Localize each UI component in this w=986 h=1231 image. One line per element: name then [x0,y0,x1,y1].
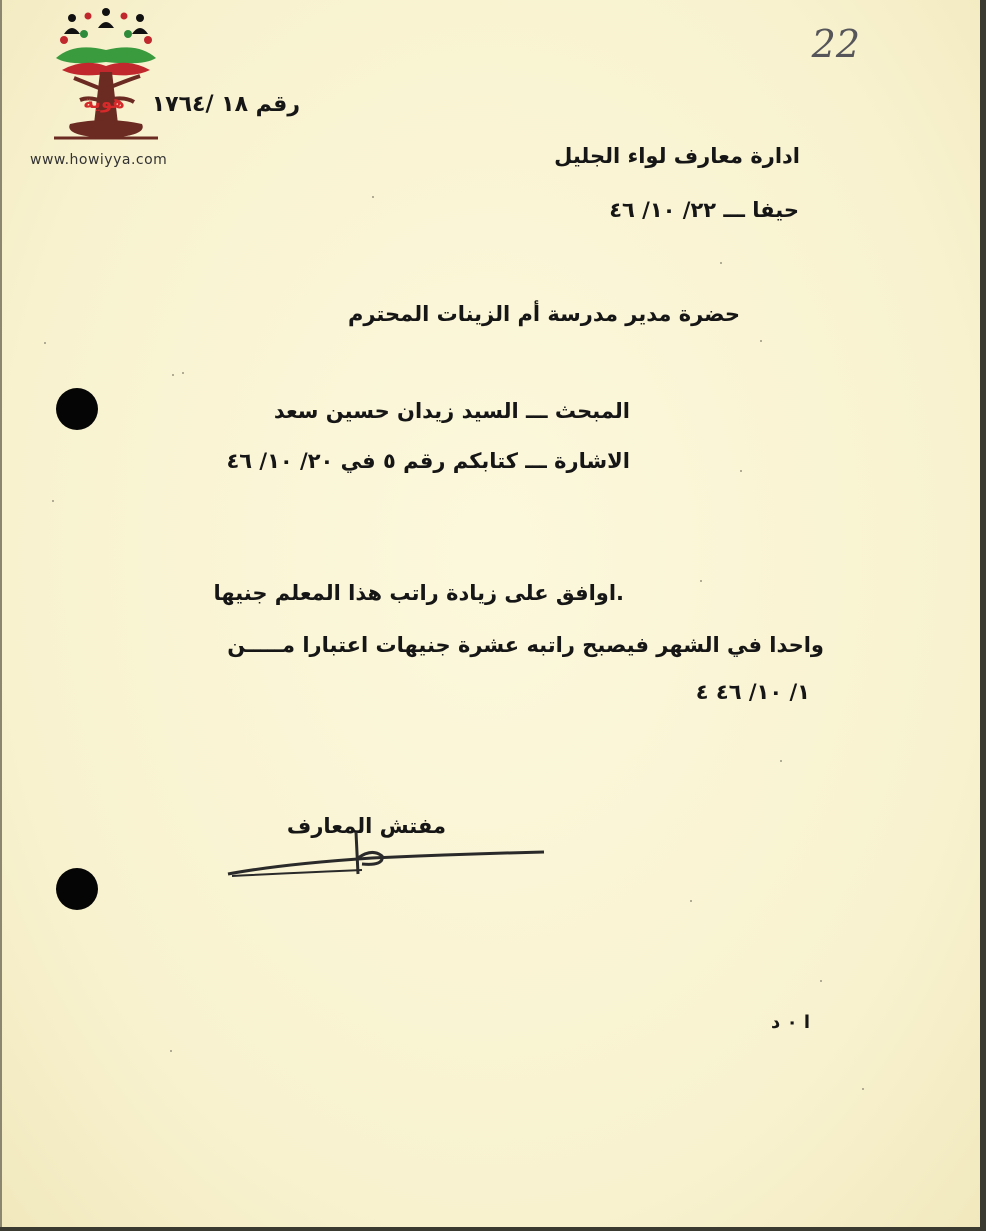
scan-speck [170,1050,172,1052]
handwritten-signature [222,828,552,884]
scan-speck [780,760,782,762]
office-heading: ادارة معارف لواء الجليل [554,144,800,168]
howiyya-tree-logo [44,4,168,150]
typist-initials: ا ٠ د [771,1012,810,1033]
scan-speck [862,1088,864,1090]
scan-speck [182,372,184,374]
watermark-url: www.howiyya.com [30,152,168,168]
punch-hole-bottom [56,868,98,910]
scan-speck [740,470,742,472]
page-edge-bottom [0,1227,986,1231]
page-edge-left [0,0,2,1231]
scan-speck [52,500,54,502]
scan-speck [172,374,174,376]
page-number: 22 [811,22,860,66]
body-line-2: واحدا في الشهر فيصبح راتبه عشرة جنيهات اعتبارا مـــــن [227,633,824,657]
reference-number: رقم ١٨ /١٧٦٤ [151,92,300,117]
scan-speck [760,340,762,342]
recipient-line: حضرة مدير مدرسة أم الزينات المحترم [347,302,740,326]
scan-speck [720,262,722,264]
place-date: حيفا ـــ ٢٢/ ١٠/ ٤٦ [609,198,799,222]
logo-text: هوية [83,92,125,113]
body-line-3: ١/ ١٠/ ٤٦ ٤ [695,680,810,704]
subject-line: المبحث ـــ السيد زيدان حسين سعد [273,399,630,423]
body-line-1: .اوافق على زيادة راتب هذا المعلم جنيها [213,581,624,605]
scan-speck [820,980,822,982]
page-edge-right [980,0,986,1231]
scan-speck [700,580,702,582]
scan-speck [372,196,374,198]
punch-hole-top [56,388,98,430]
scan-speck [690,900,692,902]
scan-speck [44,342,46,344]
reference-line: الاشارة ـــ كتابكم رقم ٥ في ٢٠/ ١٠/ ٤٦ [226,449,630,473]
signatory-title: مفتش المعارف [286,814,446,838]
